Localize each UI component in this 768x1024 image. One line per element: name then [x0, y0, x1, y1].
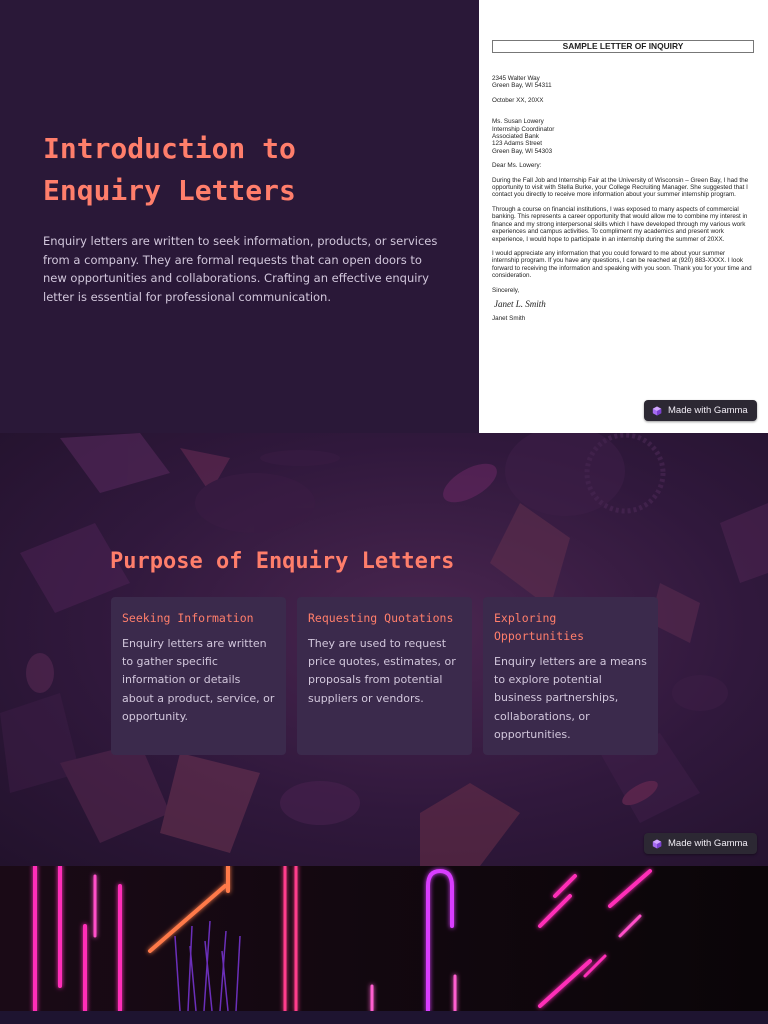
- made-with-gamma-badge[interactable]: [644, 833, 757, 854]
- letter-sender-line1: 2345 Walter Way: [492, 75, 540, 82]
- letter-paragraph: Through a course on financial institutions, I was exposed to many aspects of commercial banking. This represents a career opportunity that would allow me to combine my interest in finance and my strong interpersonal skills which I have developed through my various work experiences and campus activities. To compliment my academics and present work experience, I would hope to participate in an internship during the summer of 20XX.: [492, 205, 748, 243]
- letter-recipient-line: 123 Adams Street: [492, 140, 543, 148]
- gamma-logo-icon: [652, 406, 662, 416]
- made-with-gamma-badge[interactable]: [644, 400, 757, 421]
- card-body: Enquiry letters are a means to explore potential business partnerships, collaborations, or opportunities.: [494, 655, 647, 741]
- slide-purpose: [0, 433, 768, 866]
- card-seeking-information: [111, 597, 286, 755]
- sample-letter-image: [479, 0, 768, 433]
- neon-lights-illustration: [0, 866, 768, 1011]
- letter-recipient-line: Green Bay, WI 54303: [492, 147, 553, 155]
- letter-recipient: [492, 118, 754, 155]
- neon-lights-image: [0, 866, 768, 1011]
- gamma-logo-icon: [652, 839, 662, 849]
- letter-salutation: Dear Ms. Lowery:: [492, 162, 542, 170]
- card-exploring-opportunities: [483, 597, 658, 755]
- slide1-title-line1: Introduction to: [43, 132, 296, 165]
- slide1-title-line2: Enquiry Letters: [43, 174, 296, 207]
- badge-label: Made with Gamma: [668, 405, 748, 416]
- card-body: They are used to request price quotes, estimates, or proposals from potential suppliers or vendors.: [308, 637, 456, 705]
- sample-letter: [492, 40, 754, 330]
- slide-introduction: [0, 0, 768, 433]
- letter-recipient-line: Ms. Susan Lowery: [492, 118, 544, 126]
- badge-label: Made with Gamma: [668, 838, 748, 849]
- letter-signature: Janet L. Smith: [494, 298, 546, 309]
- slide1-title: [43, 128, 443, 212]
- letter-sender-line2: Green Bay, WI 54311: [492, 82, 552, 90]
- letter-heading: SAMPLE LETTER OF INQUIRY: [492, 40, 754, 53]
- card-body: Enquiry letters are written to gather specific information or details about a product, service, or opportunity.: [122, 637, 275, 723]
- slide2-title: Purpose of Enquiry Letters: [110, 549, 455, 574]
- card-title: Seeking Information: [122, 611, 254, 625]
- letter-sender: [492, 75, 754, 90]
- card-title: Exploring Opportunities: [494, 611, 585, 643]
- letter-name: Janet Smith: [492, 315, 526, 323]
- letter-closing: Sincerely,: [492, 286, 520, 294]
- letter-recipient-line: Internship Coordinator: [492, 125, 555, 133]
- letter-date: October XX, 20XX: [492, 96, 544, 104]
- letter-recipient-line: Associated Bank: [492, 133, 539, 141]
- letter-paragraph: I would appreciate any information that you could forward to me about your summer internship program. If you have any questions, I can be reached at (920) 883-XXXX. I look forward to receiving the information and speaking with you soon. Thank you for your time and consideration.: [492, 249, 752, 280]
- bottom-strip: [0, 1011, 768, 1024]
- card-requesting-quotations: [297, 597, 472, 755]
- slide1-body: Enquiry letters are written to seek information, products, or services from a company. They are formal requests that can open doors to new opportunities and collaborations. Crafting an effective enquiry letter is essential for professional communication.: [43, 234, 438, 304]
- card-title: Requesting Quotations: [308, 611, 454, 625]
- letter-paragraph: During the Fall Job and Internship Fair at the University of Wisconsin – Green Bay, I had the opportunity to visit with Stella Burke, your College Recruiting Manager. She suggested that I contact you directly to receive more information about your summer internship program.: [492, 176, 749, 199]
